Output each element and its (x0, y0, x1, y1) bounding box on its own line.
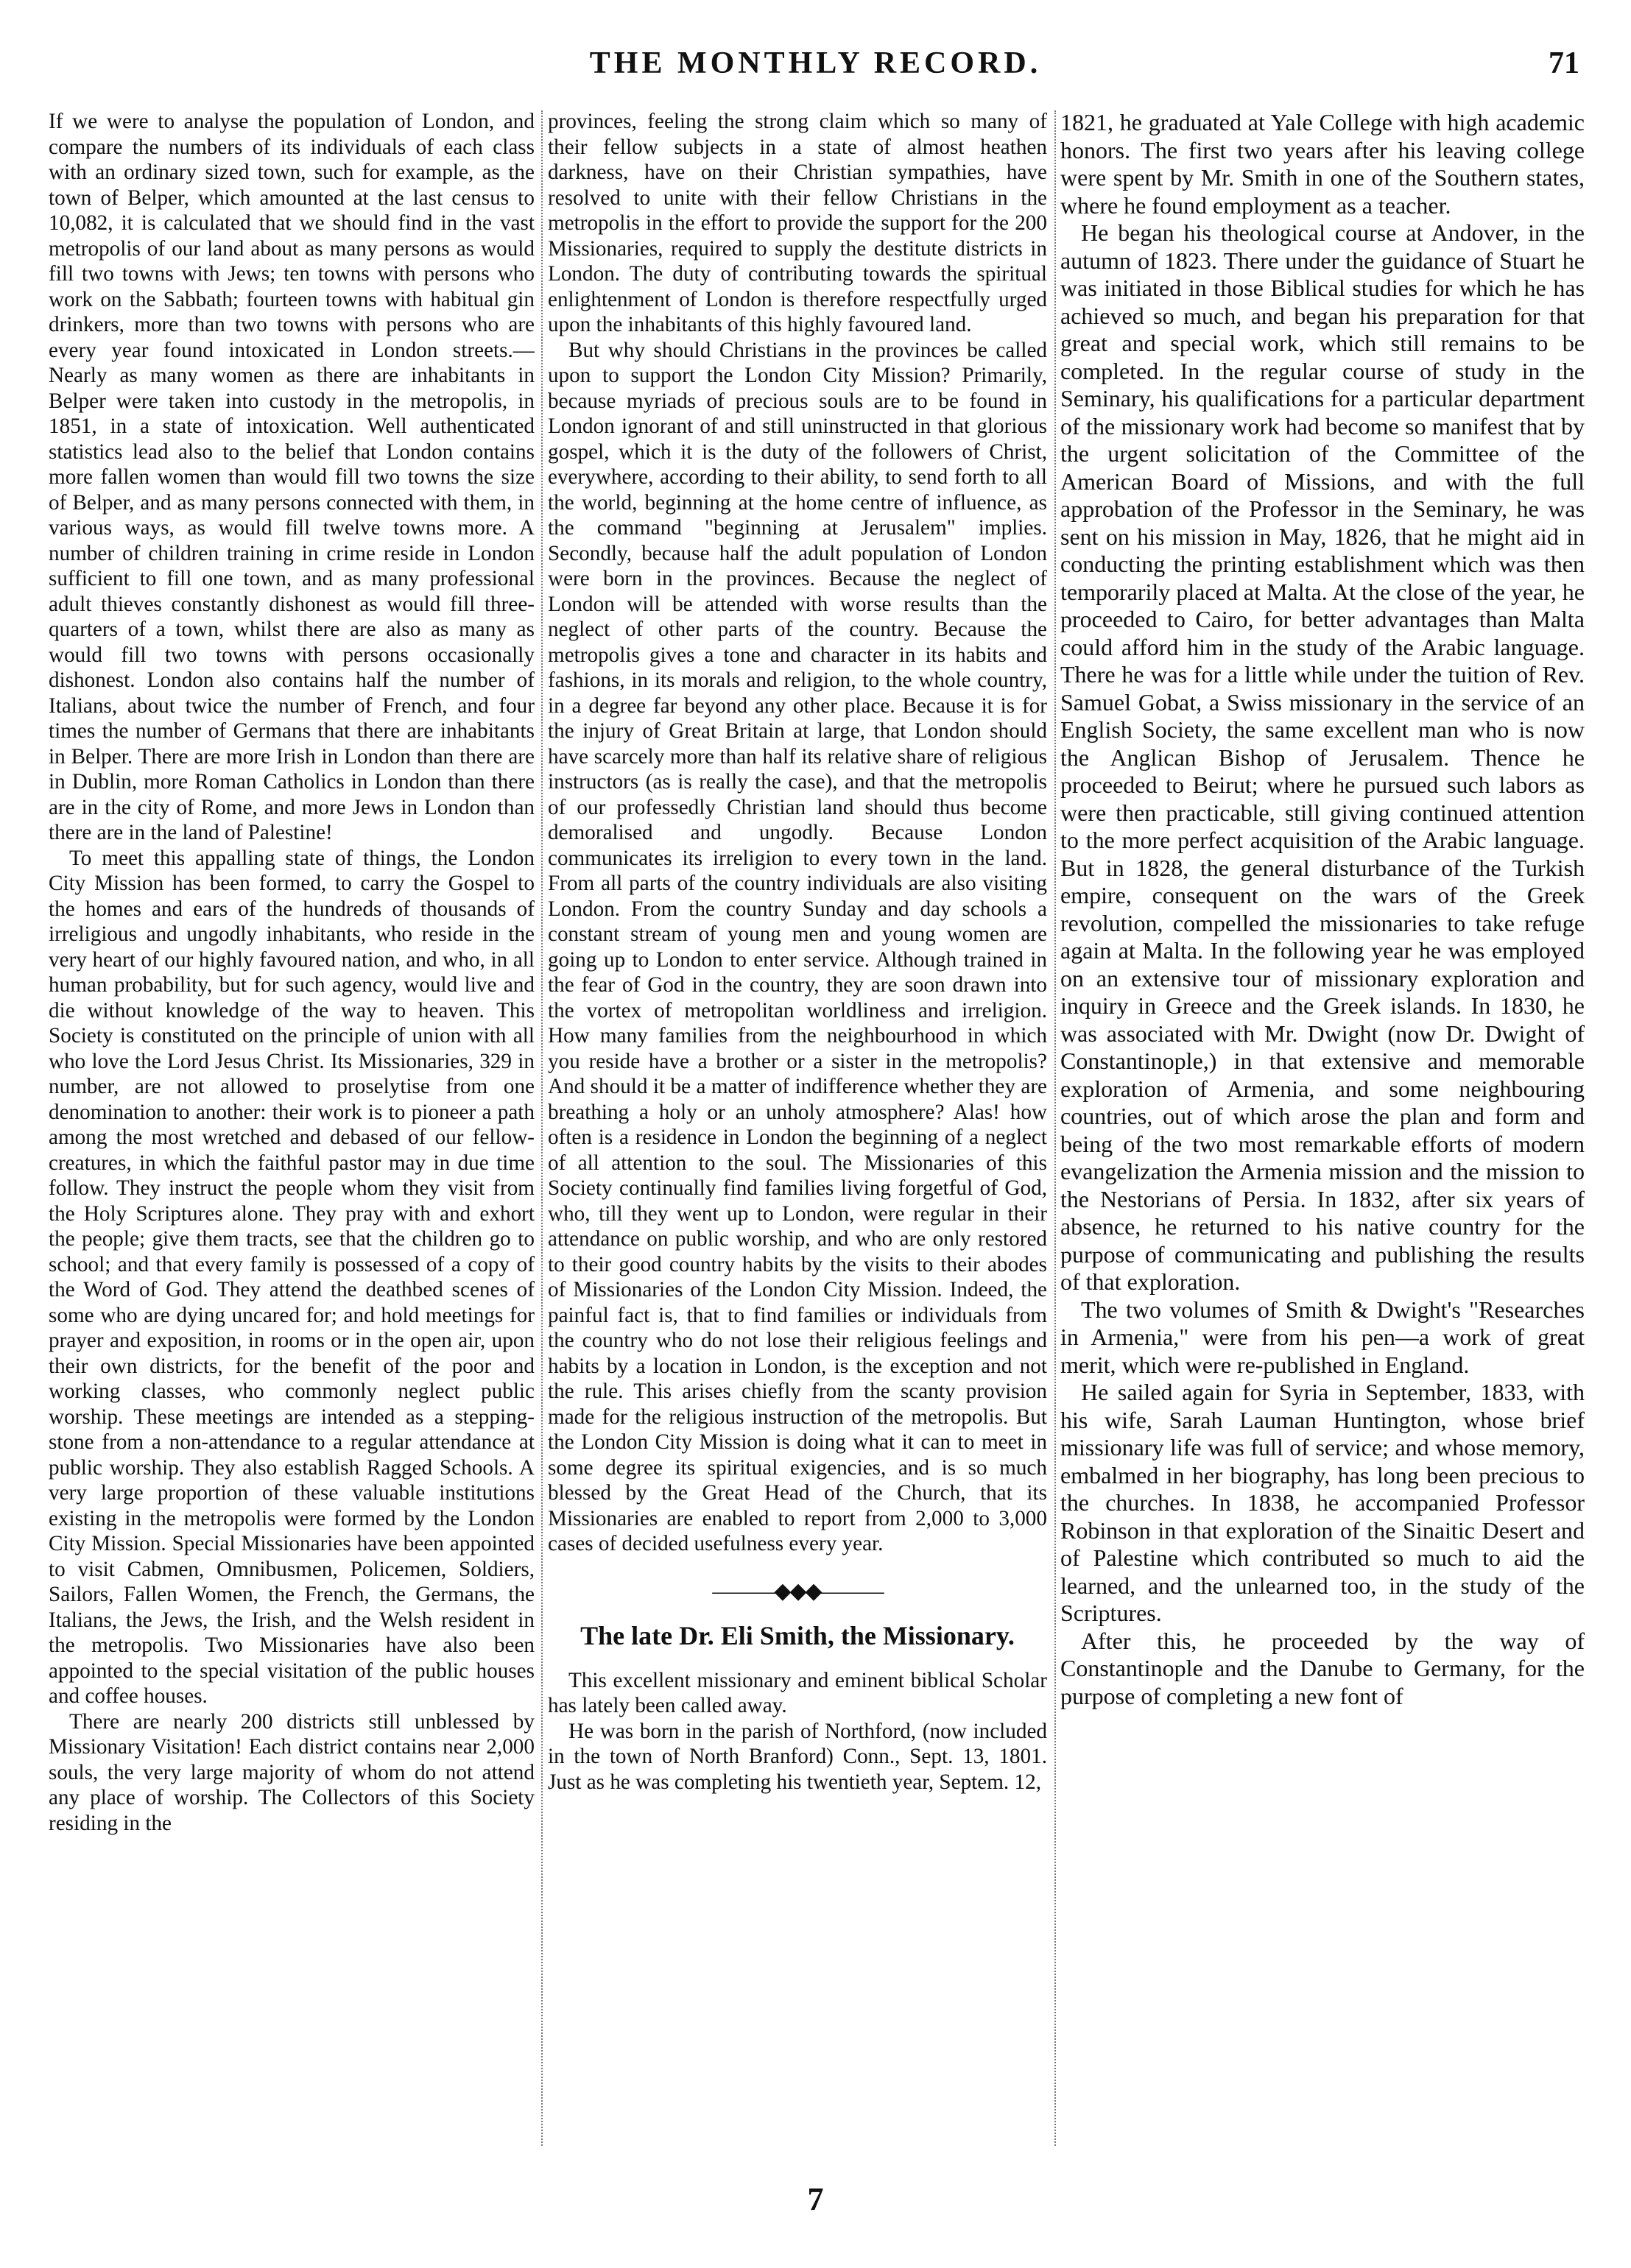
paragraph: 1821, he graduated at Yale College with high academic honors. The first two years after his leaving college were spent by Mr. Smith in one of the Southern states, where he found employment as a teacher. (1060, 109, 1585, 219)
paragraph: provinces, feeling the strong claim which so many of their fellow subjects in a state of almost heathen darkness, have on their Christian sympathies, have resolved to unite with their fellow Christians in the metropolis in the effort to provide the support for the 200 Missionaries, required to supply the destitute districts in London. The duty of contributing towards the spiritual enlightenment of London is therefore respectfully urged upon the inhabitants of this highly favoured land. (548, 110, 1047, 336)
paragraph: He sailed again for Syria in September, 1833, with his wife, Sarah Lauman Huntington, whose brief missionary life was full of service; and whose memory, embalmed in her biography, has long been precious to the churches. In 1838, he accompanied Professor Robinson in that exploration of the Sinaitic Desert and of Palestine which contributed so much to aid the learned, and the unlearned too, in the study of the Scriptures. (1060, 1379, 1585, 1626)
paragraph: There are nearly 200 districts still unblessed by Missionary Visitation! Each district contains near 2,000 souls, the very large majority of whom do not attend any place of worship. The Collectors of this Society residing in the (49, 1709, 535, 1835)
paragraph: He began his theological course at Andover, in the autumn of 1823. There under the guidance of Stuart he was initiated in those Biblical studies for which he has achieved so much, and began his preparation for that great and special work, which still remains to be completed. In the regular course of study in the Seminary, his qualifications for a particular department of the missionary work had become so manifest that by the urgent solicitation of the Committee of the American Board of Missions, and with the full approbation of the Professor in the Seminary, he was sent on his mission in May, 1826, that he might aid in conducting the printing establishment which was then temporarily placed at Malta. At the close of the year, he proceeded to Cairo, for better advantages than Malta could afford him in the study of the Arabic language. There he was for a little while under the tuition of Rev. Samuel Gobat, a Swiss missionary in the service of an English Society, the same excellent man who is now the Anglican Bishop of Jerusalem. Thence he proceeded to Beirut; where he pursued such labors as were then practicable, still giving continued attention to the more perfect acquisition of the Arabic language. But in 1828, the general disturbance of the Turkish empire, consequent on the wars of the Greek revolution, compelled the missionaries to take refuge again at Malta. In the following year he was employed on an extensive tour of missionary exploration and inquiry in Greece and the Greek islands. In 1830, he was associated with Mr. Dwight (now Dr. Dwight of Constantinople,) in that extensive and memorable exploration of Armenia, and some neighbouring countries, out of which arose the plan and form and being of the two most remarkable efforts of modern evangelization the Armenia mission and the mission to the Nestorians of Persia. In 1832, after six years of absence, he returned to his native country for the purpose of communicating and publishing the results of that exploration. (1060, 219, 1585, 1295)
page-number: 71 (1549, 46, 1579, 80)
column-left (49, 109, 535, 2163)
column-divider (541, 110, 543, 2146)
paragraph: This excellent missionary and eminent biblical Scholar has lately been called away. (548, 1668, 1047, 1717)
article-title: The late Dr. Eli Smith, the Missionary. (580, 1621, 1015, 1650)
signature-mark: 7 (807, 2181, 824, 2217)
running-title: THE MONTHLY RECORD. (589, 46, 1042, 80)
column-right (1060, 109, 1585, 2163)
column-middle (548, 109, 1047, 2163)
paragraph: To meet this appalling state of things, the London City Mission has been formed, to carry the Gospel to the homes and ears of the hundreds of thousands of irreligious and ungodly inhabitants, who reside in the very heart of our highly favoured nation, and who, in all human probability, but for such agency, would live and die without knowledge of the way to heaven. This Society is constituted on the principle of union with all who love the Lord Jesus Christ. Its Missionaries, 329 in number, are not allowed to proselytise from one denomination to another: their work is to pioneer a path among the most wretched and debased of our fellow-creatures, in which the faithful pastor may in due time follow. They instruct the people whom they visit from the Holy Scriptures alone. They pray with and exhort the people; give them tracts, see that the children go to school; and that every family is possessed of a copy of the Word of God. They attend the deathbed scenes of some who are dying uncared for; and hold meetings for prayer and exposition, in rooms or in the open air, upon their own districts, for the benefit of the poor and working classes, who commonly neglect public worship. These meetings are intended as a stepping-stone from a non-attendance to a regular attendance at public worship. They also establish Ragged Schools. A very large proportion of these valuable institutions existing in the metropolis were formed by the London City Mission. Special Missionaries have been appointed to visit Cabmen, Omnibusmen, Policemen, Soldiers, Sailors, Fallen Women, the French, the Germans, the Italians, the Jews, the Irish, and the Welsh resident in the metropolis. Two Missionaries have also been appointed to the special visitation of the public houses and coffee houses. (49, 846, 535, 1708)
column-divider (1054, 110, 1056, 2146)
paragraph: But why should Christians in the provinces be called upon to support the London City Mission? Primarily, because myriads of precious souls are to be found in London ignorant of and still uninstructed in that glorious gospel, which it is the duty of the followers of Christ, everywhere, according to their ability, to send forth to all the world, beginning at the home centre of influence, as the command "beginning at Jerusalem" implies. Secondly, because half the adult population of London were born in the provinces. Because the neglect of London will be attended with worse results than the neglect of other parts of the country. Because the metropolis gives a tone and character in its habits and fashions, in its morals and religion, to the whole country, in a degree far beyond any other place. Because it is for the injury of Great Britain at large, that London should have scarcely more than half its relative share of religious instructors (as is really the case), and that the metropolis of our professedly Christian land should thus become demoralised and ungodly. Because London communicates its irreligion to every town in the land. From all parts of the country individuals are also visiting London. From the country Sunday and day schools a constant stream of young men and young women are going up to London to enter service. Although trained in the fear of God in the country, they are soon drawn into the vortex of metropolitan worldliness and irreligion. How many families from the neighbourhood in which you reside have a brother or a sister in the metropolis? And should it be a matter of indifference whether they are breathing a holy or an unholy atmosphere? Alas! how often is a residence in London the beginning of a neglect of all attention to the soul. The Missionaries of this Society continually find families living forgetful of God, who, till they went up to London, were regular in their attendance on public worship, and who are only restored to their good country habits by the visits to their abodes of Missionaries of the London City Mission. Indeed, the painful fact is, that to find families or individuals from the country who do not lose their religious feelings and habits by a location in London, is the exception and not the rule. This arises chiefly from the scanty provision made for the religious instruction of the metropolis. But the London City Mission is doing what it can to meet in some degree its spiritual exigencies, and is so much blessed by the Great Head of the Church, that its Missionaries are enabled to report from 2,000 to 3,000 cases of decided usefulness every year. (548, 338, 1047, 1555)
page-header (0, 46, 1631, 97)
paragraph: The two volumes of Smith & Dwight's "Researches in Armenia," were from his pen—a work of great merit, which were re-published in England. (1060, 1296, 1585, 1378)
paragraph: He was born in the parish of Northford, (now included in the town of North Branford) Conn., Sept. 13, 1801. Just as he was completing his twentieth year, Septem. 12, (548, 1719, 1047, 1794)
ornamental-separator: ———◆◆◆——— (712, 1578, 883, 1603)
paragraph: After this, he proceeded by the way of Constantinople and the Danube to Germany, for the purpose of completing a new font of (1060, 1627, 1585, 1709)
paragraph: If we were to analyse the population of London, and compare the numbers of its individuals of each class with an ordinary sized town, such for example, as the town of Belper, which amounted at the last census to 10,082, it is calculated that we should find in the vast metropolis of our land about as many persons as would fill two towns with Jews; ten towns with persons who work on the Sabbath; fourteen towns with habitual gin drinkers, more than two towns with persons who are every year found intoxicated in London streets.— Nearly as many women as there are inhabitants in Belper were taken into custody in the metropolis, in 1851, in a state of intoxication. Well authenticated statistics lead also to the belief that London contains more fallen women than would fill two towns the size of Belper, and as many persons connected with them, in various ways, as would fill twelve towns more. A number of children training in crime reside in London sufficient to fill one town, and as many professional adult thieves constantly dishonest as would fill three-quarters of a town, whilst there are also as many as would fill two towns with persons occasionally dishonest. London also contains half the number of Italians, about twice the number of French, and four times the number of Germans that there are inhabitants in Belper. There are more Irish in London than there are in Dublin, more Roman Catholics in London than there are in the city of Rome, and more Jews in London than there are in the land of Palestine! (49, 110, 535, 844)
